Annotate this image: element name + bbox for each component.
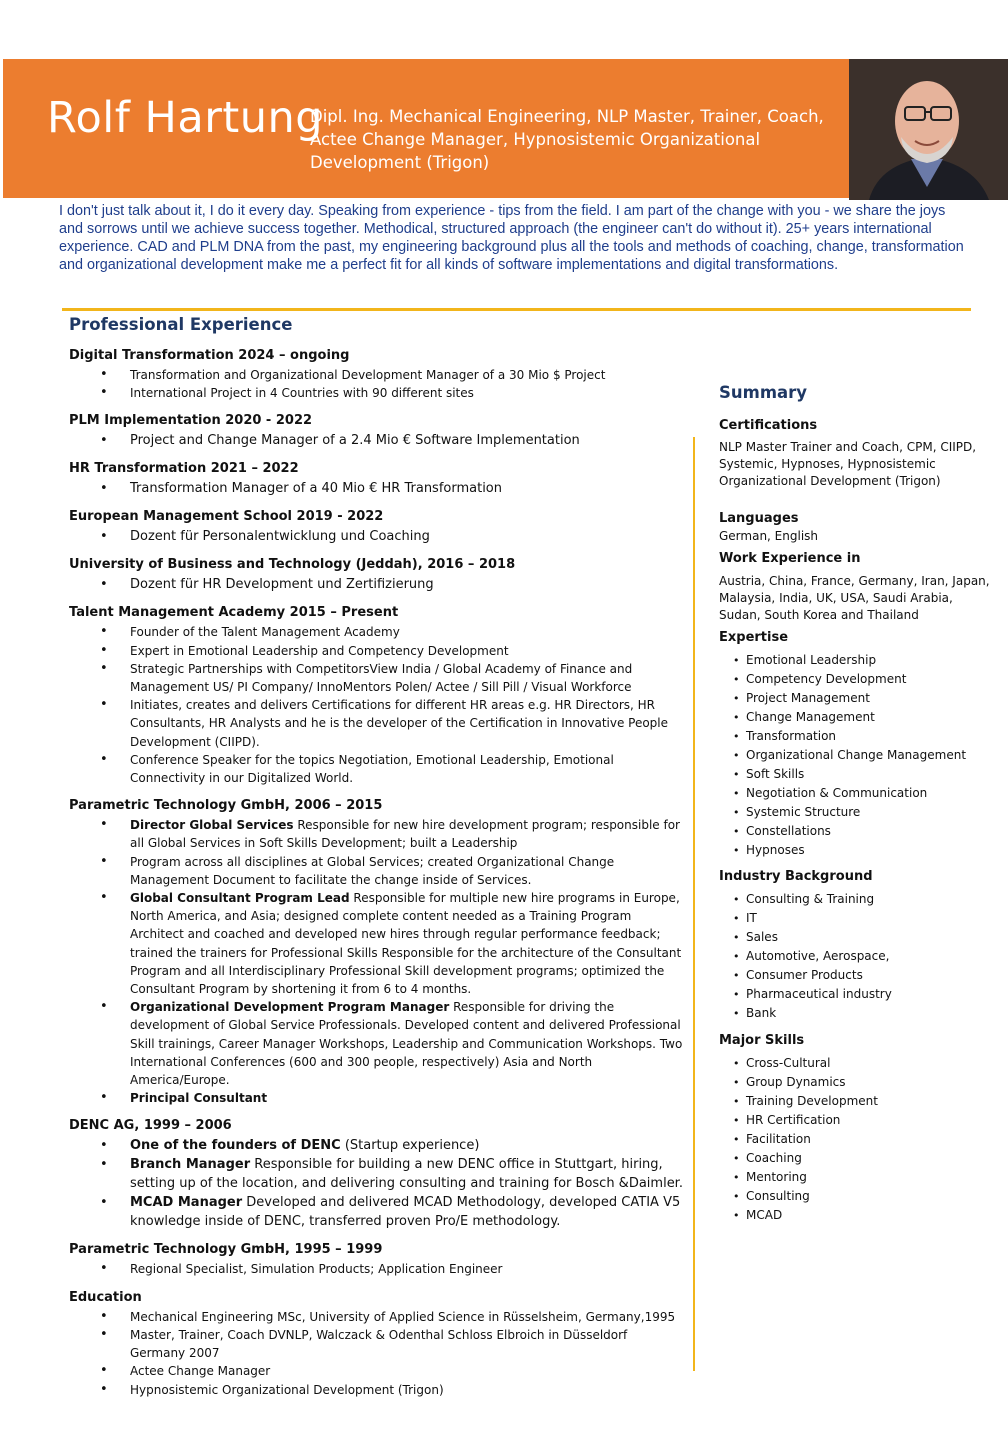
job-bullets (69, 431, 684, 450)
job-list (69, 347, 684, 1399)
skills-label: Major Skills (719, 1033, 805, 1048)
job-title: European Management School 2019 - 2022 (69, 509, 384, 525)
summary-heading: Summary (719, 383, 808, 402)
industry-item: • Automotive, Aerospace, (746, 947, 994, 966)
industry-item: • Bank (746, 1004, 994, 1023)
expertise-item: • Organizational Change Management (746, 746, 994, 765)
job-title: HR Transformation 2021 – 2022 (69, 461, 299, 477)
person-tagline: Dipl. Ing. Mechanical Engineering, NLP Master, Trainer, Coach, Actee Change Manager, Hypnosistemic Organizational Development (Trigon) (310, 107, 824, 172)
profile-photo (849, 59, 1008, 200)
bullet-text: Dozent für Personalentwicklung und Coaching (130, 529, 430, 545)
work-experience-text: Austria, China, France, Germany, Iran, Japan, Malaysia, India, UK, USA, Saudi Arabia, Sudan, South Korea and Thailand (719, 574, 990, 622)
job-bullets (69, 366, 684, 402)
bullet-text: Transformation and Organizational Development Manager of a 30 Mio $ Project (130, 368, 606, 382)
bullet-text: Responsible for new hire development program; responsible for all Global Services in Soft Skills Development; built a Leadership (130, 818, 680, 851)
bullet-text: Mechanical Engineering MSc, University of Applied Science in Rüsselsheim, Germany,1995 (130, 1309, 676, 1324)
job-bullet (130, 1155, 684, 1193)
job-bullet (130, 527, 684, 546)
job-bullet (130, 1089, 684, 1107)
bullet-text: (Startup experience) (340, 1138, 480, 1154)
bullet-text: Program across all disciplines at Global Services; created Organizational Change Management Document to facilitate the change inside of Services. (130, 854, 615, 887)
job-bullet (130, 384, 684, 402)
job-title: Parametric Technology GmbH, 1995 – 1999 (69, 1242, 383, 1258)
skill-item: • Facilitation (746, 1130, 994, 1149)
portrait-image (849, 59, 1008, 200)
bullet-text: Developed and delivered MCAD Methodology, developed CATIA V5 knowledge inside of DENC, transferred proven Pro/E methodology. (130, 1195, 681, 1230)
languages-text: German, English (719, 529, 819, 543)
job-bullet (130, 479, 684, 498)
job-entry (69, 347, 684, 402)
job-title: Parametric Technology GmbH, 2006 – 2015 (69, 798, 383, 814)
expertise-item: • Change Management (746, 708, 994, 727)
expertise-item: • Competency Development (746, 670, 994, 689)
job-entry (69, 1241, 684, 1278)
bullet-text: Strategic Partnerships with CompetitorsView India / Global Academy of Finance and Management US/ PI Company/ InnoMentors Polen/ Actee / Sill Pill / Visual Workforce (130, 661, 633, 695)
skill-item: • Consulting (746, 1187, 994, 1206)
job-bullet (130, 1381, 684, 1399)
skill-item: • Group Dynamics (746, 1073, 994, 1092)
job-title: PLM Implementation 2020 - 2022 (69, 413, 313, 429)
expertise-item: • Transformation (746, 727, 994, 746)
certifications-label: Certifications (719, 418, 818, 433)
job-bullet (130, 1193, 684, 1231)
skill-item: • MCAD (746, 1206, 994, 1225)
skill-item: • Mentoring (746, 1168, 994, 1187)
bullet-text: Initiates, creates and delivers Certifications for different HR areas e.g. HR Directors, HR Consultants, HR Analysts and he is the developer of the Certification in Innovative People Development (CIIPD). (130, 698, 669, 749)
job-title: DENC AG, 1999 – 2006 (69, 1118, 232, 1134)
job-bullet (130, 1326, 684, 1362)
job-bullet (130, 889, 684, 998)
bullet-text: Dozent für HR Development und Zertifizierung (130, 577, 434, 593)
industry-item: • Pharmaceutical industry (746, 985, 994, 1004)
experience-column (69, 315, 684, 1399)
bullet-emphasis: Global Consultant Program Lead (130, 891, 350, 906)
skills-list (719, 1054, 994, 1225)
certifications-text: NLP Master Trainer and Coach, CPM, CIIPD, Systemic, Hypnoses, Hypnosistemic Organizational Development (Trigon) (719, 440, 977, 488)
bullet-text: Founder of the Talent Management Academy (130, 625, 400, 640)
bullet-text: Project and Change Manager of a 2.4 Mio € Software Implementation (130, 433, 580, 449)
job-bullet (130, 816, 684, 852)
expertise-item: • Emotional Leadership (746, 651, 994, 670)
bullet-text: Regional Specialist, Simulation Products; Application Engineer (130, 1262, 503, 1277)
job-title: Talent Management Academy 2015 – Present (69, 605, 399, 621)
job-bullet (130, 1362, 684, 1380)
job-bullets (69, 816, 684, 1107)
job-entry (69, 508, 684, 546)
industry-item: • IT (746, 909, 994, 928)
job-bullets (69, 1308, 684, 1399)
job-bullet (130, 642, 684, 660)
job-bullet (130, 998, 684, 1089)
expertise-label: Expertise (719, 630, 789, 645)
expertise-item: • Project Management (746, 689, 994, 708)
skill-item: • Cross-Cultural (746, 1054, 994, 1073)
job-entry (69, 604, 684, 787)
job-bullet (130, 1308, 684, 1326)
job-bullet (130, 575, 684, 594)
bullet-text: International Project in 4 Countries with 90 different sites (130, 386, 474, 401)
job-bullets (69, 479, 684, 498)
skill-item: • Coaching (746, 1149, 994, 1168)
job-bullet (130, 1260, 684, 1278)
experience-heading: Professional Experience (69, 315, 293, 334)
skill-item: • Training Development (746, 1092, 994, 1111)
job-bullets (69, 527, 684, 546)
bullet-emphasis: MCAD Manager (130, 1195, 243, 1211)
industry-item: • Consulting & Training (746, 890, 994, 909)
bullet-text: Actee Change Manager (130, 1364, 271, 1379)
job-bullets (69, 575, 684, 594)
bullet-emphasis: Organizational Development Program Manager (130, 1000, 450, 1015)
summary-column (719, 383, 994, 1225)
work-experience-label: Work Experience in (719, 551, 861, 566)
skill-item: • HR Certification (746, 1111, 994, 1130)
bullet-emphasis: One of the founders of DENC (130, 1138, 341, 1154)
job-entry (69, 556, 684, 594)
expertise-item: • Systemic Structure (746, 803, 994, 822)
industry-list (719, 890, 994, 1023)
job-bullet (130, 623, 684, 641)
job-bullet (130, 853, 684, 889)
person-name: Rolf Hartung (47, 93, 324, 143)
expertise-list (719, 651, 994, 860)
vertical-divider (693, 437, 695, 1371)
bullet-text: Conference Speaker for the topics Negotiation, Emotional Leadership, Emotional Connectivity in our Digitalized World. (130, 752, 614, 786)
bullet-text: Hypnosistemic Organizational Development (Trigon) (130, 1382, 444, 1397)
job-bullet (130, 660, 684, 696)
job-bullet (130, 431, 684, 450)
bullet-text: Responsible for multiple new hire programs in Europe, North America, and Asia; designed complete content needed as a Training Program Architect and coached and developed new hires through regular performance feedback; trained the trainers for Professional Skills Responsible for the architecture of the Consultant Program and all Interdisciplinary Professional Skill development programs; optimized the Consultant Program by shortening it from 6 to 4 months. (130, 891, 682, 997)
intro-paragraph: I don't just talk about it, I do it every day. Speaking from experience - tips from the field. I am part of the change with you - we share the joys and sorrows until we achieve success together. Methodical, structured approach (the engineer can't do without it). 25+ years international experience. CAD and PLM DNA from the past, my engineering background plus all the tools and methods of coaching, change, transformation and organizational development make me a perfect fit for all kinds of software implementations and digital transformations. (59, 203, 964, 273)
job-bullet (130, 366, 684, 384)
industry-item: • Consumer Products (746, 966, 994, 985)
bullet-text: Expert in Emotional Leadership and Competency Development (130, 643, 509, 658)
expertise-item: • Constellations (746, 822, 994, 841)
bullet-emphasis: Branch Manager (130, 1157, 251, 1173)
job-bullet (130, 696, 684, 751)
bullet-emphasis: Principal Consultant (130, 1091, 268, 1106)
job-entry (69, 460, 684, 498)
job-bullets (69, 1136, 684, 1231)
job-entry (69, 1289, 684, 1399)
job-entry (69, 797, 684, 1107)
job-bullets (69, 1260, 684, 1278)
job-title: University of Business and Technology (Jeddah), 2016 – 2018 (69, 557, 516, 573)
job-bullet (130, 751, 684, 787)
industry-item: • Sales (746, 928, 994, 947)
bullet-text: Responsible for building a new DENC office in Stuttgart, hiring, setting up of the location, and delivering consulting and training for Bosch &Daimler. (130, 1157, 683, 1192)
job-entry (69, 412, 684, 450)
bullet-text: Transformation Manager of a 40 Mio € HR Transformation (130, 481, 503, 497)
expertise-item: • Negotiation & Communication (746, 784, 994, 803)
job-title: Digital Transformation 2024 – ongoing (69, 348, 350, 363)
bullet-text: Responsible for driving the development of Global Service Professionals. Developed content and delivered Professional Skill trainings, Career Manager Workshops, Leadership and Communication Workshops. Two International Conferences (600 and 300 people, respectively) Asia and North America/Europe. (130, 1000, 683, 1088)
industry-label: Industry Background (719, 869, 873, 884)
horizontal-divider (62, 308, 971, 311)
bullet-emphasis: Director Global Services (130, 818, 294, 833)
job-bullets (69, 623, 684, 787)
languages-label: Languages (719, 511, 799, 526)
job-bullet (130, 1136, 684, 1155)
bullet-text: Master, Trainer, Coach DVNLP, Walczack & Odenthal Schloss Elbroich in Düsseldorf Germany 2007 (130, 1327, 628, 1361)
expertise-item: • Soft Skills (746, 765, 994, 784)
job-title: Education (69, 1289, 142, 1305)
expertise-item: • Hypnoses (746, 841, 994, 860)
job-entry (69, 1117, 684, 1231)
